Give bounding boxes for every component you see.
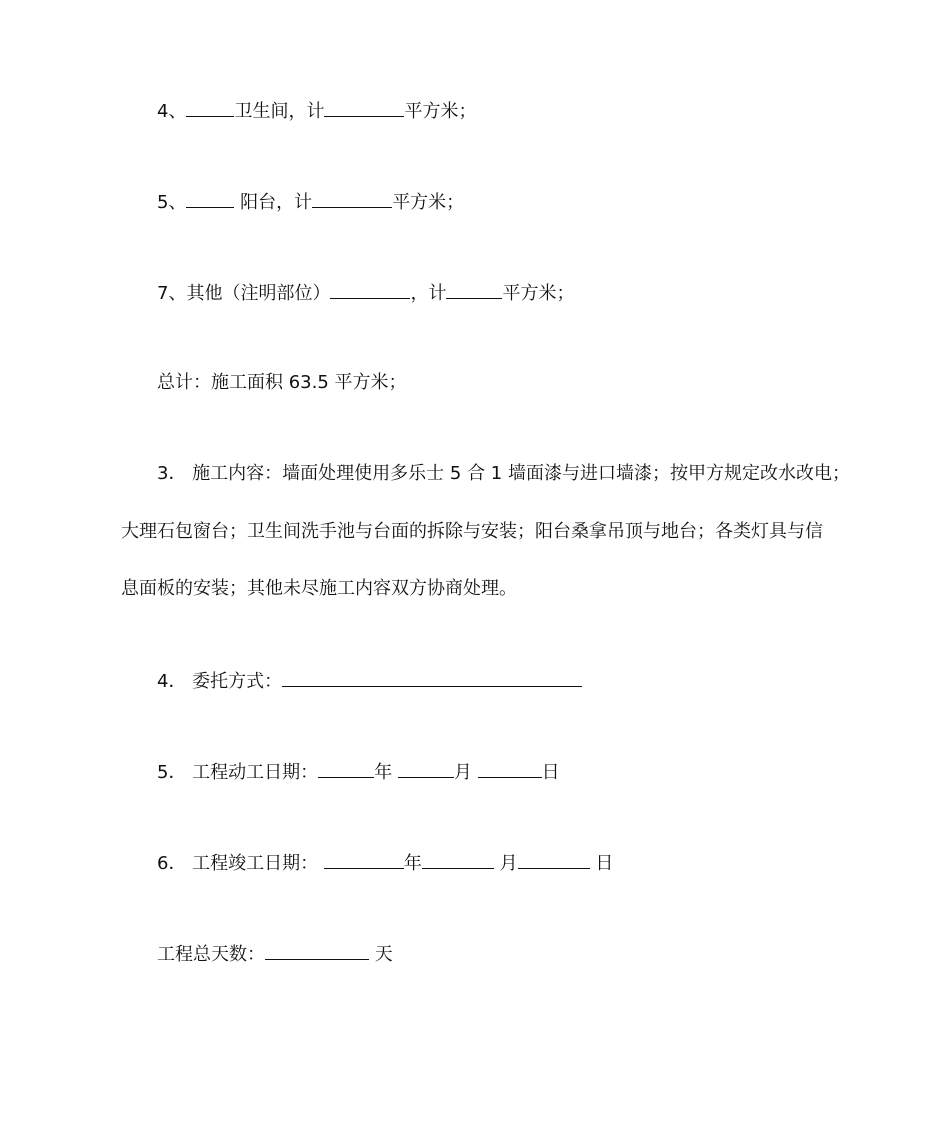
start-month-blank[interactable] — [398, 759, 454, 778]
content-line-1: 3． 施工内容：墙面处理使用多乐士 5 合 1 墙面漆与进口墙漆；按甲方规定改水改电； — [157, 463, 850, 484]
balcony-line — [157, 189, 464, 215]
start-day-unit: 日 — [541, 762, 560, 783]
bathroom-line — [157, 98, 476, 124]
end-year-blank[interactable] — [324, 850, 404, 869]
start-year-unit: 年 — [374, 762, 393, 783]
end-day-unit: 日 — [595, 853, 614, 874]
start-date-label: 5． 工程动工日期： — [157, 762, 319, 783]
end-date-line — [157, 850, 613, 876]
content-line-3: 息面板的安装；其他未尽施工内容双方协商处理。 — [121, 578, 517, 599]
bathroom-suffix: 平方米； — [404, 101, 477, 122]
end-year-unit: 年 — [403, 853, 422, 874]
entrust-label: 4． 委托方式： — [157, 671, 283, 692]
bathroom-count-blank[interactable] — [186, 98, 234, 117]
other-suffix: 平方米； — [502, 283, 575, 304]
balcony-prefix: 5、 — [157, 192, 187, 213]
start-month-unit: 月 — [453, 762, 472, 783]
other-mid: ，计 — [410, 283, 447, 304]
other-location-blank[interactable] — [330, 280, 410, 299]
entrust-blank[interactable] — [282, 668, 582, 687]
entrust-line — [157, 668, 582, 694]
total-days-line — [157, 941, 393, 967]
bathroom-prefix: 4、 — [157, 101, 187, 122]
balcony-suffix: 平方米； — [392, 192, 465, 213]
total-days-blank[interactable] — [265, 941, 369, 960]
end-date-label: 6． 工程竣工日期： — [157, 853, 319, 874]
balcony-count-blank[interactable] — [186, 189, 234, 208]
other-prefix: 7、其他（注明部位） — [157, 283, 331, 304]
end-day-blank[interactable] — [518, 850, 590, 869]
balcony-mid: 阳台，计 — [234, 192, 313, 213]
total-days-label: 工程总天数： — [157, 944, 265, 965]
other-area-blank[interactable] — [446, 280, 502, 299]
bathroom-mid: 卫生间，计 — [234, 101, 325, 122]
end-month-blank[interactable] — [422, 850, 494, 869]
total-days-unit: 天 — [374, 944, 393, 965]
other-line — [157, 280, 574, 306]
content-line-2: 大理石包窗台；卫生间洗手池与台面的拆除与安装；阳台桑拿吊顶与地台；各类灯具与信 — [121, 521, 823, 542]
end-month-unit: 月 — [499, 853, 518, 874]
start-date-line — [157, 759, 560, 785]
start-day-blank[interactable] — [478, 759, 542, 778]
balcony-area-blank[interactable] — [312, 189, 392, 208]
total-area-line: 总计：施工面积 63.5 平方米； — [157, 372, 407, 393]
start-year-blank[interactable] — [318, 759, 374, 778]
bathroom-area-blank[interactable] — [324, 98, 404, 117]
